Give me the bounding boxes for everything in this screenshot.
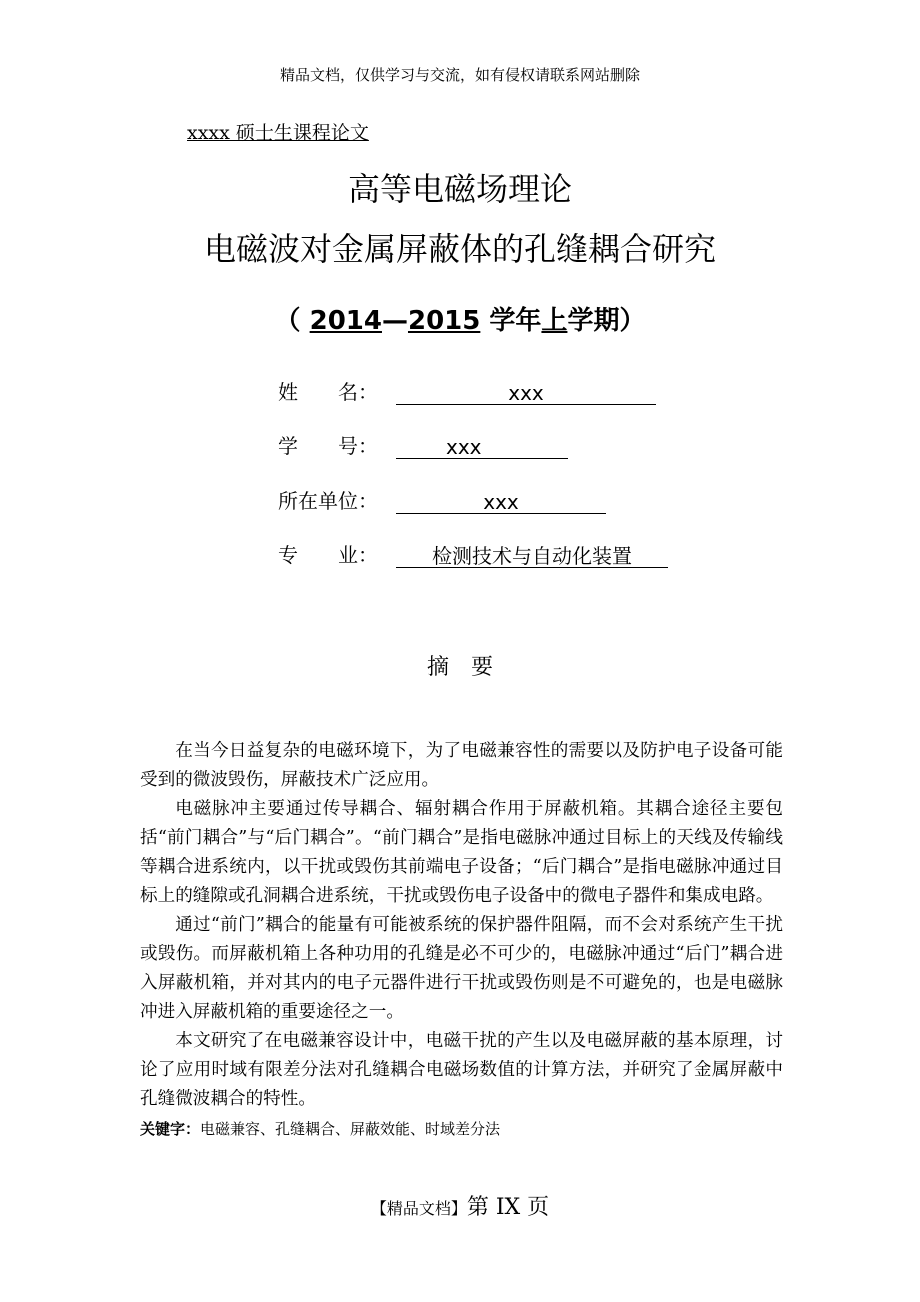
field-student-id <box>278 430 568 459</box>
year-mid: 学年 <box>480 306 542 336</box>
paragraph: 通过“前门”耦合的能量有可能被系统的保护器件阻隔，而不会对系统产生干扰或毁伤。而屏蔽机箱上各种功用的孔缝是必不可少的，电磁脉冲通过“后门”耦合进入屏蔽机箱，并对其内的电子元器件进行干扰或毁伤则是不可避免的，也是电磁脉冲进入屏蔽机箱的重要途径之一。 <box>140 915 783 1022</box>
year-term: 上 <box>541 306 568 336</box>
field-value: xxx <box>396 491 606 514</box>
abstract-body <box>140 737 783 1144</box>
year-open: （ <box>274 306 310 336</box>
field-unit <box>278 485 606 514</box>
academic-year <box>0 300 920 337</box>
abstract-heading: 摘 要 <box>426 655 493 680</box>
paragraph: 本文研究了在电磁兼容设计中，电磁干扰的产生以及电磁屏蔽的基本原理，讨论了应用时域有限差分法对孔缝耦合电磁场数值的计算方法，并研究了金属屏蔽中孔缝微波耦合的特性。 <box>140 1031 783 1109</box>
field-value: xxx <box>396 436 568 459</box>
keywords-label: 关键字： <box>140 1120 201 1138</box>
paragraph: 在当今日益复杂的电磁环境下，为了电磁兼容性的需要以及防护电子设备可能受到的微波毁伤，屏蔽技术广泛应用。 <box>140 741 783 790</box>
year-end: 2015 <box>407 306 481 336</box>
year-tail: 学期） <box>567 306 646 336</box>
field-value: 检测技术与自动化装置 <box>396 545 668 568</box>
footer-prefix: 【精品文档】 <box>370 1199 467 1218</box>
header-watermark: 精品文档，仅供学习与交流，如有侵权请联系网站删除 <box>279 66 640 84</box>
field-major <box>278 539 668 568</box>
field-name <box>278 376 656 405</box>
page-number: 第 IX 页 <box>466 1195 550 1220</box>
paragraph: 电磁脉冲主要通过传导耦合、辐射耦合作用于屏蔽机箱。其耦合途径主要包括“前门耦合”与“后门耦合”。“前门耦合”是指电磁脉冲通过目标上的天线及传输线等耦合进系统内，以干扰或毁伤其前端电子设备；“后门耦合”是指电磁脉冲通过目标上的缝隙或孔洞耦合进系统，干扰或毁伤电子设备中的微电子器件和集成电路。 <box>140 799 783 906</box>
page-footer <box>0 1190 920 1221</box>
keywords <box>140 1115 783 1144</box>
field-label: 学 号： <box>278 434 378 458</box>
field-label: 姓 名： <box>278 380 378 404</box>
year-start: 2014 <box>309 306 382 336</box>
field-label: 所在单位： <box>278 489 378 513</box>
field-value: xxx <box>396 382 656 405</box>
field-label: 专 业： <box>278 543 378 567</box>
course-label: xxxx 硕士生课程论文 <box>187 122 369 144</box>
page-title: 高等电磁场理论 <box>347 170 572 208</box>
keywords-value: 电磁兼容、孔缝耦合、屏蔽效能、时域差分法 <box>200 1120 501 1138</box>
year-dash: — <box>381 306 408 336</box>
page-subtitle: 电磁波对金属屏蔽体的孔缝耦合研究 <box>203 230 716 268</box>
